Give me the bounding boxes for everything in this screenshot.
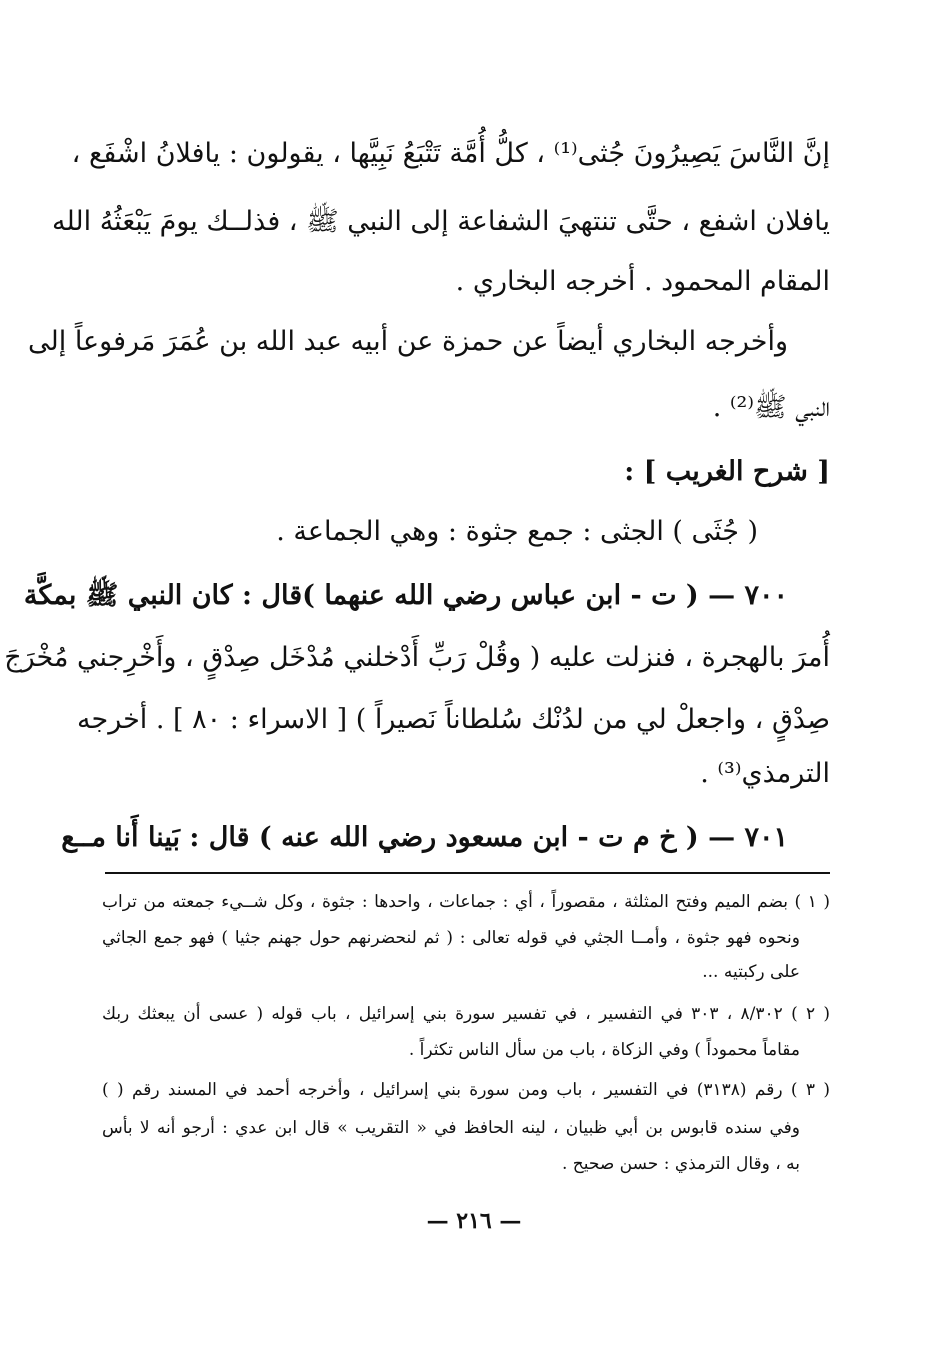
body-line-4: وأخرجه البخاري أيضاً عن حمزة عن أبيه عبد الله بن عُمَرَ مَرفوعاً إلى [28, 326, 788, 357]
footnote-separator [105, 872, 830, 874]
body-line-1: إنَّ النَّاسَ يَصِيرُونَ جُثى⁽¹⁾ ، كلُّ أُمَّة تَتْبَعُ نَبِيَّها ، يقولون : يافلانُ اشْفَع ، [71, 138, 830, 169]
hadith-700-line-2: أُمرَ بالهجرة ، فنزلت عليه ( وقُلْ رَبِّ أَدْخلني مُدْخَل صِدْقٍ ، وأَخْرِجني مُخْرَجَ [4, 642, 830, 673]
hadith-700-line-3: صِدْقٍ ، واجعلْ لي من لدُنْك سُلطاناً نَصيراً ) [ الاسراء : ٨٠ ] . أخرجه [77, 704, 830, 735]
footnote-2-line-1: ( ٢ ) ٨/٣٠٢ ، ٣٠٣ في التفسير ، في تفسير سورة بني إسرائيل ، باب قوله ( عسى أن يبعثك ربك [102, 1004, 830, 1024]
body-line-3: المقام المحمود . أخرجه البخاري . [455, 266, 830, 297]
page-number: — ٢١٦ — [426, 1208, 522, 1234]
section-heading-gharib: [ شرح الغريب ] : [624, 456, 830, 487]
footnote-1-line-2: ونحوه فهو جثوة ، وأمــا الجثي في قوله تعالى : ( ثم لنحضرنهم حول جهنم جثيا ) فهو جمع الجاثي [102, 928, 800, 948]
hadith-700-line-4: الترمذي⁽³⁾ . [700, 758, 830, 789]
body-line-2: يافلان اشفع ، حتَّى تنتهيَ الشفاعة إلى النبي ﷺ ، فذلــك يومَ يَبْعَثُهُ الله [51, 206, 830, 237]
footnote-2-line-2: مقاماً محموداً ) وفي الزكاة ، باب من سأل الناس تكثراً . [408, 1040, 800, 1060]
hadith-701-line-1: ٧٠١ — ( خ م ت - ابن مسعود رضي الله عنه ) قال : بَينا أَنا مــع [61, 822, 788, 853]
footnote-1-line-1: ( ١ ) بضم الميم وفتح المثلثة ، مقصوراً ، أي : جماعات ، واحدها : جثوة ، وكل شــيء جمعته من تراب [102, 892, 830, 912]
footnote-1-line-3: على ركبتيه ... [702, 962, 800, 982]
body-line-7: ( جُثَى ) الجثى : جمع جثوة : وهي الجماعة . [276, 516, 758, 547]
footnote-3-line-2: وفي سنده قابوس بن أبي ظبيان ، لينه الحافظ في « التقريب » قال ابن عدي : أرجو أنه لا بأس [102, 1118, 800, 1138]
footnote-3-line-3: به ، وقال الترمذي : حسن صحيح . [561, 1154, 800, 1174]
footnote-3-line-1: ( ٣ ) رقم (٣١٣٨) في التفسير ، باب ومن سورة بني إسرائيل ، وأخرجه أحمد في المسند رقم ( ) [102, 1080, 830, 1100]
hadith-700-line-1: ٧٠٠ — ( ت - ابن عباس رضي الله عنهما )قال : كان النبي ﷺ بمكَّة [23, 580, 788, 611]
body-line-5: النبي ﷺ⁽²⁾ . [712, 392, 830, 423]
